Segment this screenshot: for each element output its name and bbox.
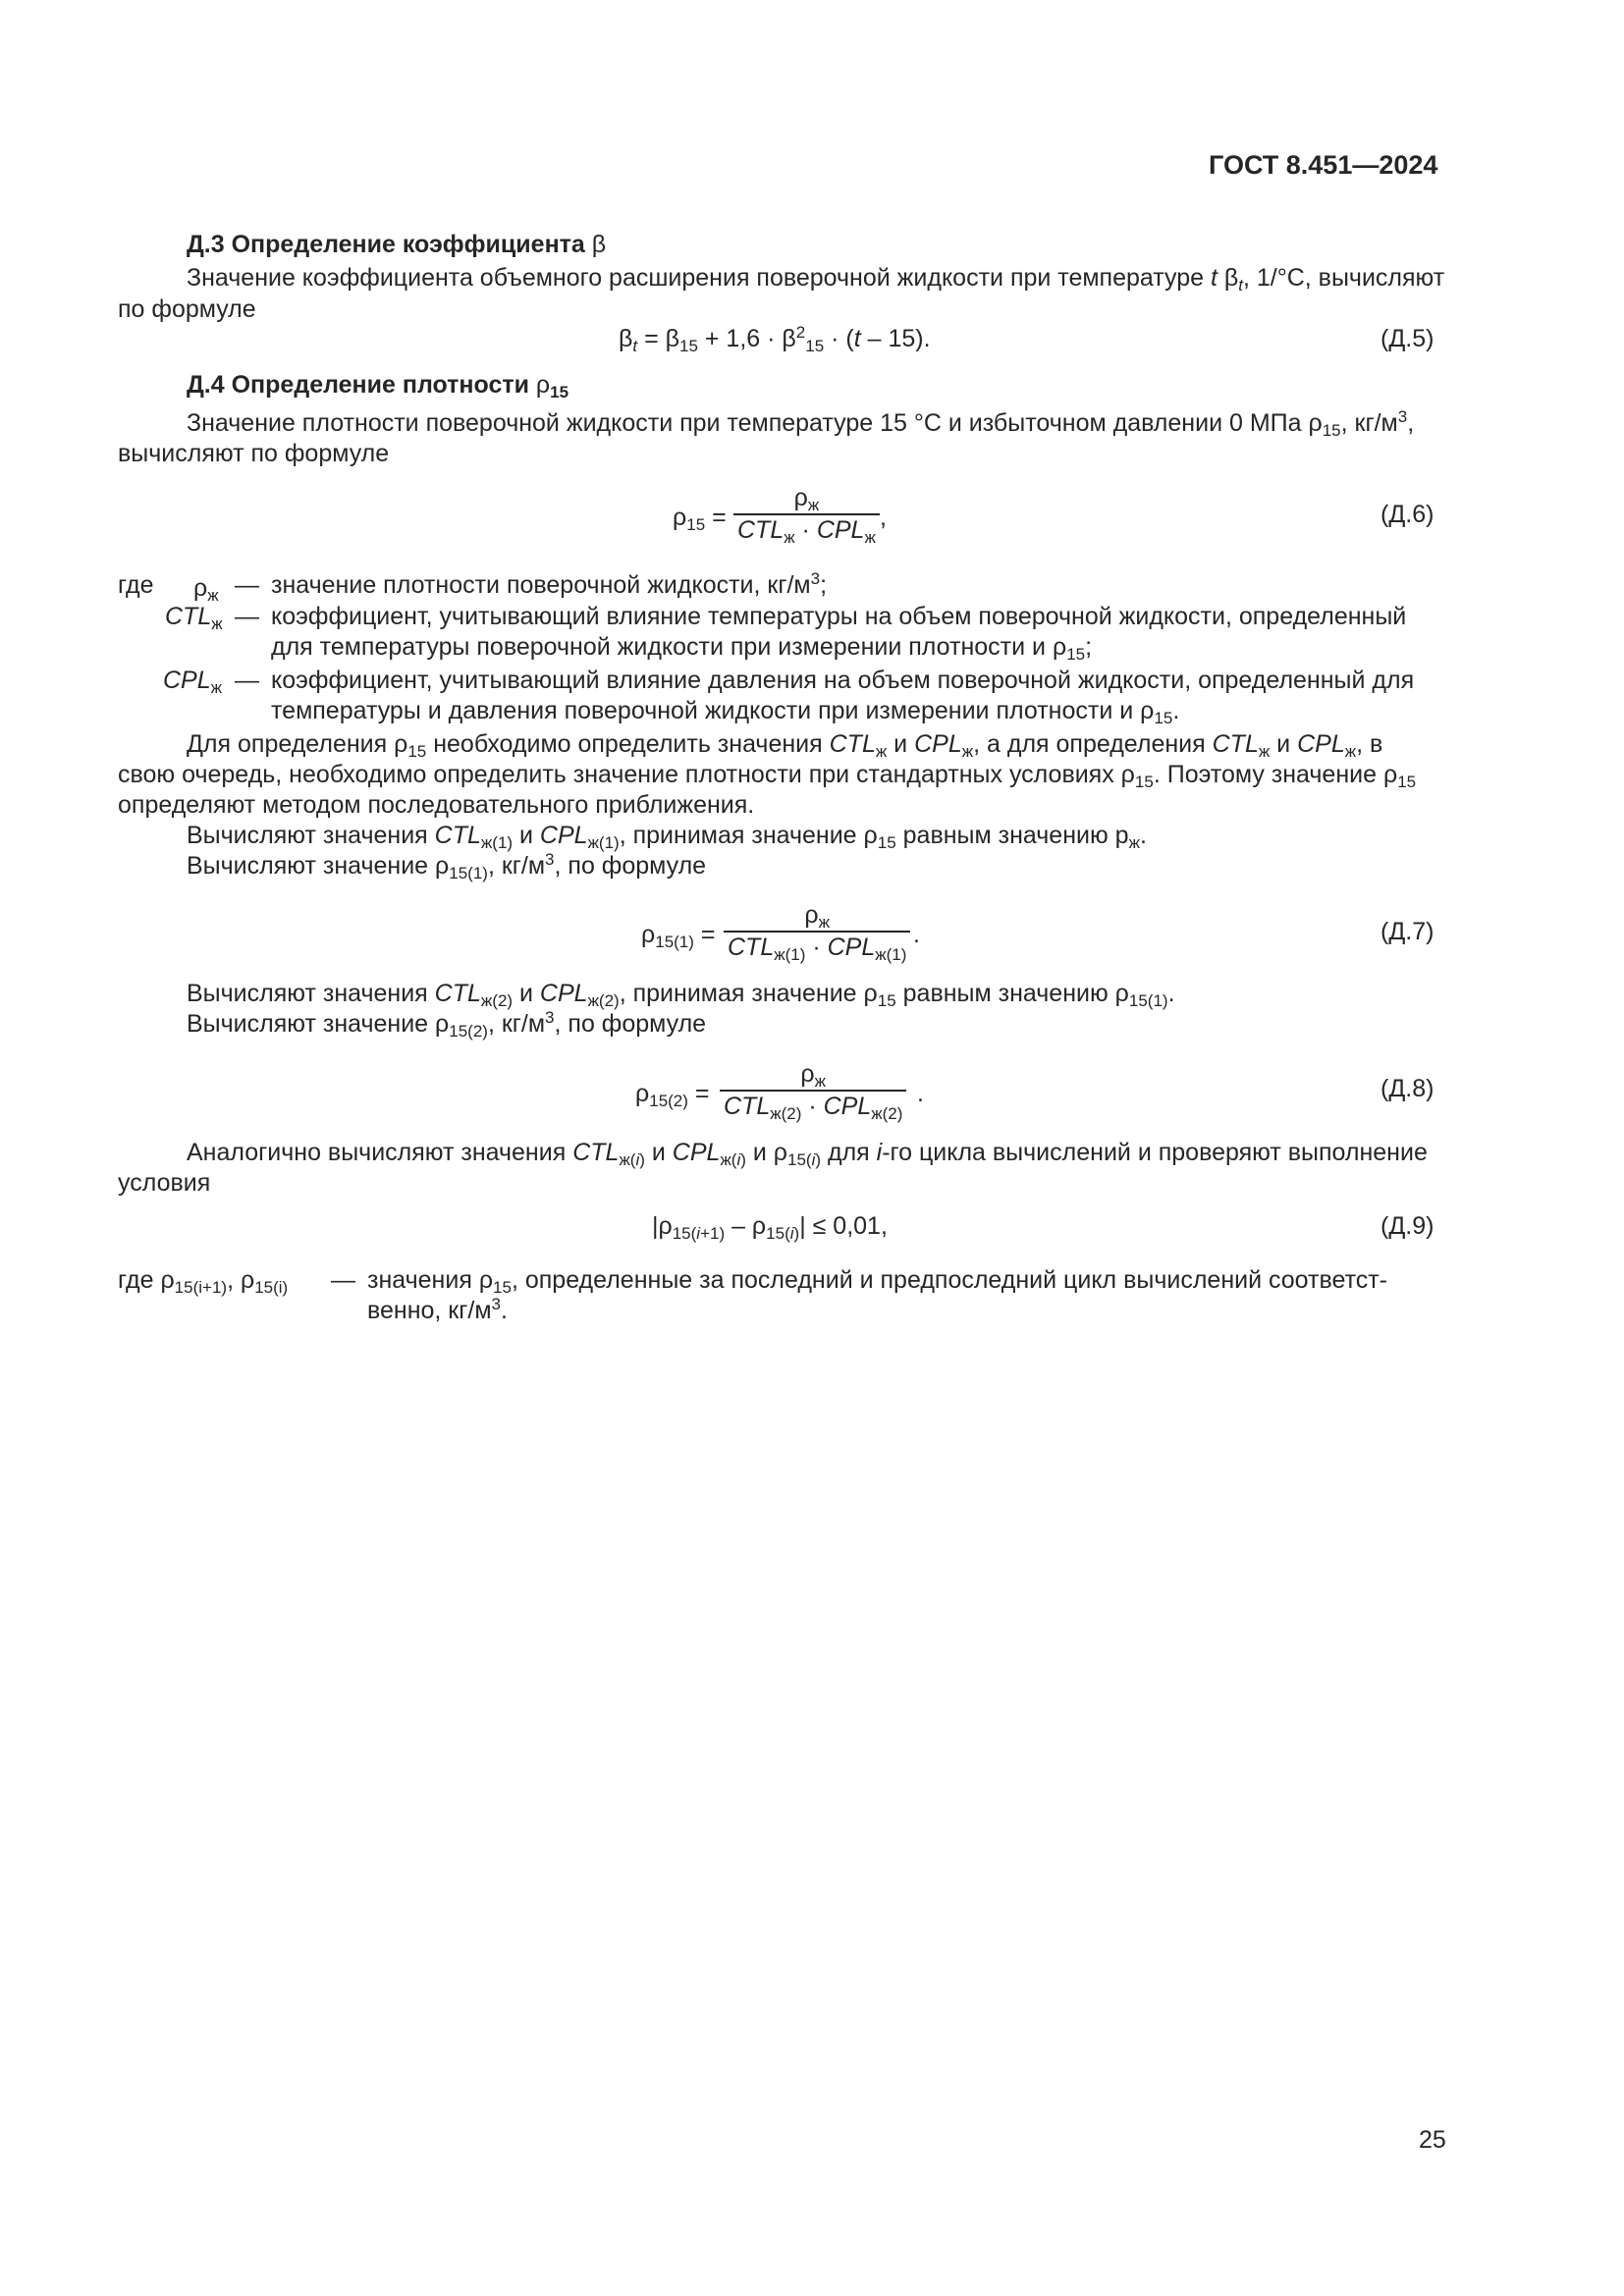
step3-line: Вычисляют значения $CTL_{ж(2)}$ и $CPL_{ж(2)}$, принимая значение $\rho_{15}$ равным значению $\rho_{15(1)}$. — [187, 980, 1175, 1011]
formula-d8-fraction: $\rho_ж$ $CTL_{ж(2)} \cdot CPL_{ж(2)}$ — [720, 1059, 906, 1122]
section-d4-intro-line2: вычисляют по формуле — [118, 440, 390, 467]
formula-d8-lhs: $\rho_{15(2)}$ = — [635, 1080, 710, 1111]
document-header — [1209, 150, 1437, 181]
equation-number-d6: (Д.6) — [1380, 501, 1435, 528]
final-dash: — — [331, 1266, 355, 1294]
analog-line2: условия — [118, 1169, 211, 1197]
formula-d7-lhs: $\rho_{15(1)}$ = — [641, 921, 716, 952]
equation-number-d8: (Д.8) — [1380, 1075, 1435, 1102]
def1-dash: — — [235, 571, 259, 599]
formula-d9: $|\rho_{15(i+1)} - \rho_{15(i)}| \le 0,01$, — [652, 1212, 888, 1244]
section-d3-intro-line2: по формуле — [118, 295, 256, 323]
formula-d7-period: . — [913, 921, 920, 948]
final-where-symbols: где $\rho_{15(i+1)}$, $\rho_{15(i)}$ — [118, 1266, 289, 1298]
equation-number-d9: (Д.9) — [1380, 1212, 1435, 1240]
para1-line3: определяют методом последовательного приближения. — [118, 791, 755, 819]
final-line1: значения $\rho_{15}$, определенные за последний и предпоследний цикл вычислений соответст- — [367, 1266, 1388, 1298]
def3-dash: — — [235, 667, 259, 694]
equation-number-d5: (Д.5) — [1380, 325, 1435, 352]
page-number: 25 — [1419, 2126, 1446, 2154]
def3-line2: температуры и давления поверочной жидкости при измерении плотности и $\rho_{15}$. — [271, 697, 1180, 728]
step2-line: Вычисляют значение $\rho_{15(1)}$, $кг/м^3$, по формуле — [187, 849, 707, 883]
formula-d6-lhs: $\rho_{15}$ = — [673, 504, 727, 535]
def2-line2: для температуры поверочной жидкости при измерении плотности и $\rho_{15}$; — [271, 633, 1093, 665]
section-d4-intro-line1: Значение плотности поверочной жидкости при температуре 15 °С и избыточном давлении 0 МПа $\rho_{15}$, $кг/м^3$, — [187, 406, 1415, 441]
formula-d5: $\beta_t = \beta_{15} + 1,6 \cdot \beta^2_{15} \cdot (t - 15)$. — [619, 322, 931, 356]
where-label: где — [118, 571, 154, 599]
section-d3-title: Д.3 Определение коэффициента β — [187, 231, 607, 258]
standard-id: ГОСТ 8.451—2024 — [1209, 150, 1438, 180]
formula-d6-fraction: $\rho_ж$ $CTL_ж \cdot CPL_ж$ — [733, 483, 880, 546]
def3-symbol: $CPL_ж$ — [163, 667, 223, 698]
def1-text: значение плотности поверочной жидкости, $кг/м^3$; — [271, 568, 828, 599]
formula-d7-fraction: $\rho_ж$ $CTL_{ж(1)} \cdot CPL_{ж(1)}$ — [724, 900, 910, 963]
para1-line1: Для определения $\rho_{15}$ необходимо определить значения $CTL_ж$ и $CPL_ж$, а для определения $CTL_ж$ и $CPL_ж$, в — [187, 730, 1383, 762]
step4-line: Вычисляют значение $\rho_{15(2)}$, $кг/м^3$, по формуле — [187, 1007, 707, 1041]
def2-dash: — — [235, 603, 259, 630]
formula-d8-period: . — [917, 1080, 924, 1107]
def2-symbol: $CTL_ж$ — [165, 603, 223, 634]
def1-symbol: $\rho_ж$ — [193, 574, 219, 606]
section-d4-title: Д.4 Определение плотности $\rho_{15}$ — [187, 371, 569, 402]
def3-line1: коэффициент, учитывающий влияние давления на объем поверочной жидкости, определенный для — [271, 667, 1415, 694]
formula-d6-comma: , — [880, 504, 887, 531]
para1-line2: свою очередь, необходимо определить значение плотности при стандартных условиях $\rho_{15}$. Поэтому значение $\rho_{15}$ — [118, 761, 1417, 792]
equation-number-d7: (Д.7) — [1380, 918, 1435, 945]
def2-line1: коэффициент, учитывающий влияние температуры на объем поверочной жидкости, определенный — [271, 603, 1407, 630]
section-d3-intro-line1: Значение коэффициента объемного расширения поверочной жидкости при температуре t $\beta_t$, 1/°С, вычисляют — [187, 264, 1445, 295]
analog-line1: Аналогично вычисляют значения $CTL_{ж(i)}$ и $CPL_{ж(i)}$ и $\rho_{15(i)}$ для i-го цикла вычислений и проверяют выполнение — [187, 1139, 1428, 1170]
final-line2: венно, $кг/м^3$. — [367, 1294, 508, 1324]
step1-line: Вычисляют значения $CTL_{ж(1)}$ и $CPL_{ж(1)}$, принимая значение $\rho_{15}$ равным значению $р_ж$. — [187, 822, 1147, 853]
